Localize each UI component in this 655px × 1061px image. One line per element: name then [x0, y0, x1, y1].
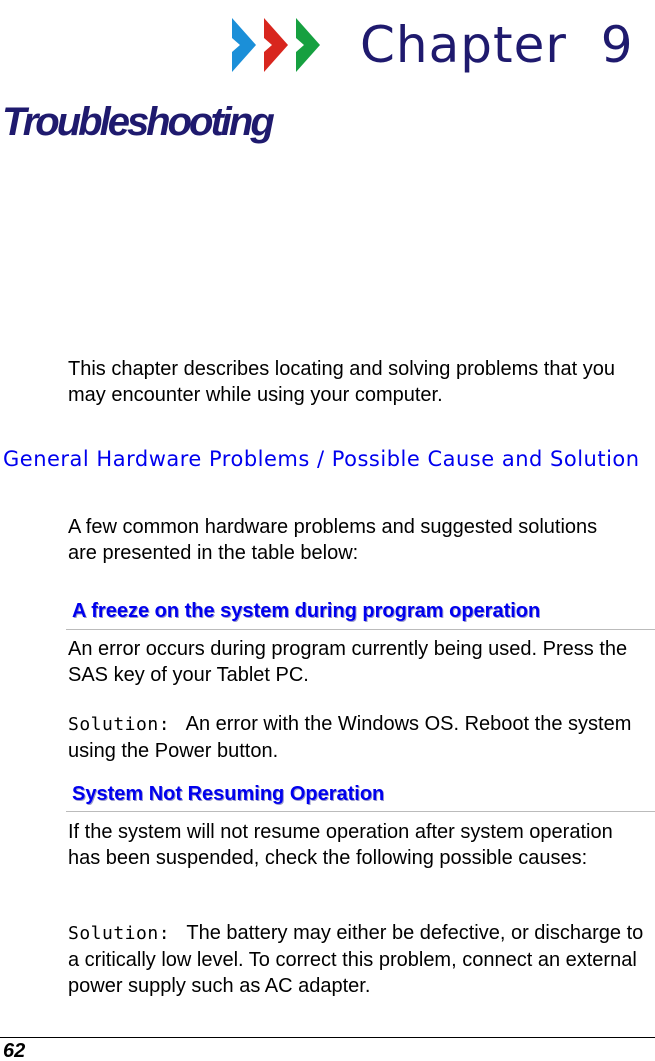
chapter-banner: [230, 10, 634, 80]
problem-description: If the system will not resume operation after system operation has been suspended, check the following possible causes:: [68, 821, 613, 869]
problem-solution: Solution: An error with the Windows OS. Reboot the system using the Power button.: [68, 713, 632, 762]
problem-description: An error occurs during program currently being used. Press the SAS key of your Tablet PC.: [68, 638, 628, 686]
intro-paragraph: This chapter describes locating and solving problems that you may encounter while using your computer.: [68, 358, 615, 406]
chapter-label: Chapter 9: [360, 16, 634, 74]
section-intro: A few common hardware problems and suggested solutions are presented in the table below:: [68, 516, 598, 564]
section-heading: General Hardware Problems / Possible Cause and Solution: [3, 447, 640, 471]
divider: [66, 811, 655, 812]
page-number: 62: [3, 1040, 26, 1061]
solution-label: Solution:: [68, 923, 171, 944]
problem-heading: System Not Resuming Operation: [72, 783, 385, 805]
solution-label: Solution:: [68, 714, 171, 735]
problem-heading: A freeze on the system during program operation: [72, 600, 541, 622]
chapter-arrows-icon: [230, 14, 330, 76]
divider: [66, 629, 655, 630]
chapter-title: Troubleshooting: [2, 100, 272, 144]
problem-solution: Solution: The battery may either be defective, or discharge to a critically low level. To correct this problem, connect an external power supply such as AC adapter.: [68, 922, 644, 997]
footer-rule: [0, 1037, 655, 1038]
